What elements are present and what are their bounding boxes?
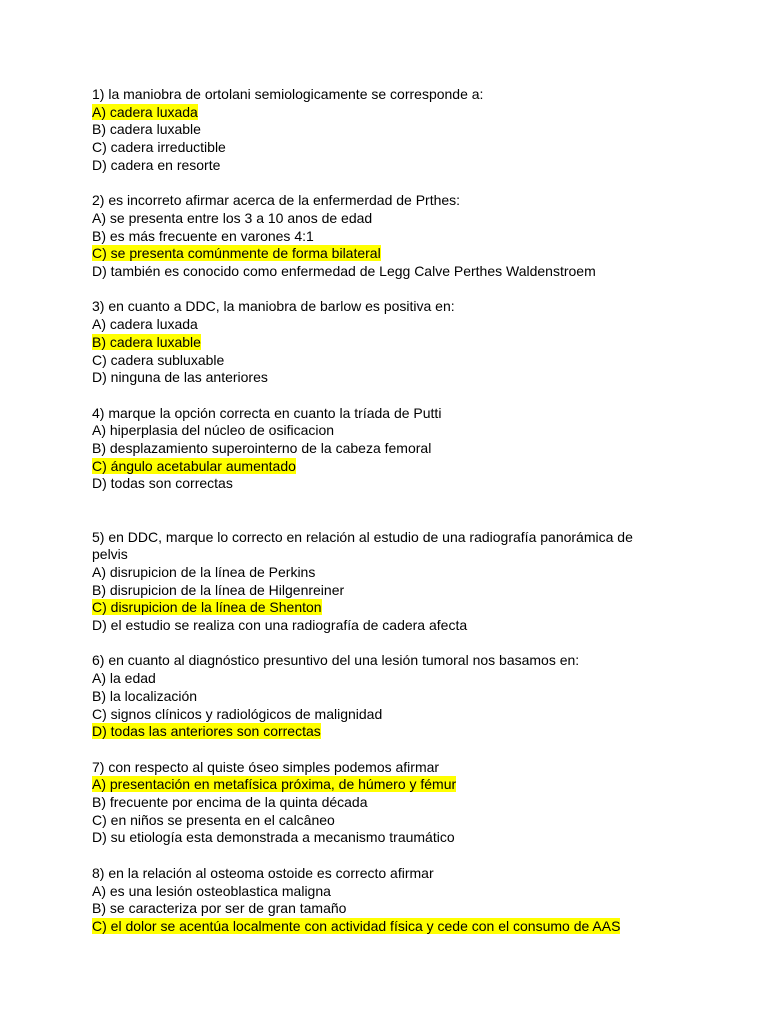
question-2 <box>92 192 652 281</box>
option-a: A) la edad <box>92 670 156 687</box>
option-a <box>92 104 652 122</box>
option-b: B) es más frecuente en varones 4:1 <box>92 227 314 244</box>
question-4 <box>92 405 652 494</box>
question-text: 6) en cuanto al diagnóstico presuntivo del una lesión tumoral nos basamos en: <box>92 652 580 669</box>
option-d <box>92 723 652 741</box>
highlighted-answer: B) cadera luxable <box>92 333 201 350</box>
option-a: A) disrupicion de la línea de Perkins <box>92 563 316 580</box>
option-b: B) se caracteriza por ser de gran tamaño <box>92 900 347 917</box>
option-c: C) cadera irreductible <box>92 139 226 156</box>
question-3 <box>92 298 652 387</box>
question-7 <box>92 759 652 848</box>
option-a: A) hiperplasia del núcleo de osificacion <box>92 422 335 439</box>
option-a: A) cadera luxada <box>92 316 198 333</box>
option-a: A) se presenta entre los 3 a 10 anos de edad <box>92 209 373 226</box>
highlighted-answer: C) ángulo acetabular aumentado <box>92 457 296 474</box>
highlighted-answer: D) todas las anteriores son correctas <box>92 723 321 740</box>
option-d: D) el estudio se realiza con una radiografía de cadera afecta <box>92 617 468 634</box>
option-c <box>92 458 652 476</box>
option-b: B) cadera luxable <box>92 121 201 138</box>
option-b: B) frecuente por encima de la quinta década <box>92 794 368 811</box>
option-c: C) cadera subluxable <box>92 351 225 368</box>
option-d: D) todas son correctas <box>92 475 233 492</box>
option-c: C) en niños se presenta en el calcâneo <box>92 811 335 828</box>
question-1 <box>92 86 652 175</box>
option-a: A) es una lesión osteoblastica maligna <box>92 882 331 899</box>
question-text: 7) con respecto al quiste óseo simples podemos afirmar <box>92 758 440 775</box>
question-text: 2) es incorreto afirmar acerca de la enfermerdad de Prthes: <box>92 192 461 209</box>
option-b: B) la localización <box>92 687 198 704</box>
question-text: 8) en la relación al osteoma ostoide es correcto afirmar <box>92 864 434 881</box>
option-c <box>92 245 652 263</box>
option-c <box>92 599 652 617</box>
option-a <box>92 776 652 794</box>
question-5 <box>92 529 652 635</box>
option-d: D) cadera en resorte <box>92 156 221 173</box>
question-text: 3) en cuanto a DDC, la maniobra de barlow es positiva en: <box>92 298 455 315</box>
option-d: D) ninguna de las anteriores <box>92 369 268 386</box>
option-b: B) desplazamiento superointerno de la cabeza femoral <box>92 440 432 457</box>
option-c <box>92 918 652 936</box>
question-text: 4) marque la opción correcta en cuanto la tríada de Putti <box>92 404 442 421</box>
question-text: 5) en DDC, marque lo correcto en relación al estudio de una radiografía panorámica de pelvis <box>92 528 633 563</box>
question-text: 1) la maniobra de ortolani semiologicamente se corresponde a: <box>92 86 484 102</box>
option-d: D) su etiología esta demonstrada a mecanismo traumático <box>92 829 455 846</box>
option-c: C) signos clínicos y radiológicos de malignidad <box>92 705 383 722</box>
highlighted-answer: A) cadera luxada <box>92 103 198 120</box>
option-b: B) disrupicion de la línea de Hilgenreiner <box>92 581 345 598</box>
highlighted-answer: C) el dolor se acentúa localmente con actividad física y cede con el consumo de AAS <box>92 917 621 934</box>
question-8 <box>92 865 652 936</box>
option-d: D) también es conocido como enfermedad de Legg Calve Perthes Waldenstroem <box>92 263 596 280</box>
option-b <box>92 334 652 352</box>
highlighted-answer: C) se presenta comúnmente de forma bilateral <box>92 245 381 262</box>
document-page <box>92 86 652 936</box>
question-6 <box>92 652 652 741</box>
highlighted-answer: A) presentación en metafísica próxima, de húmero y fémur <box>92 776 457 793</box>
highlighted-answer: C) disrupicion de la línea de Shenton <box>92 599 322 616</box>
